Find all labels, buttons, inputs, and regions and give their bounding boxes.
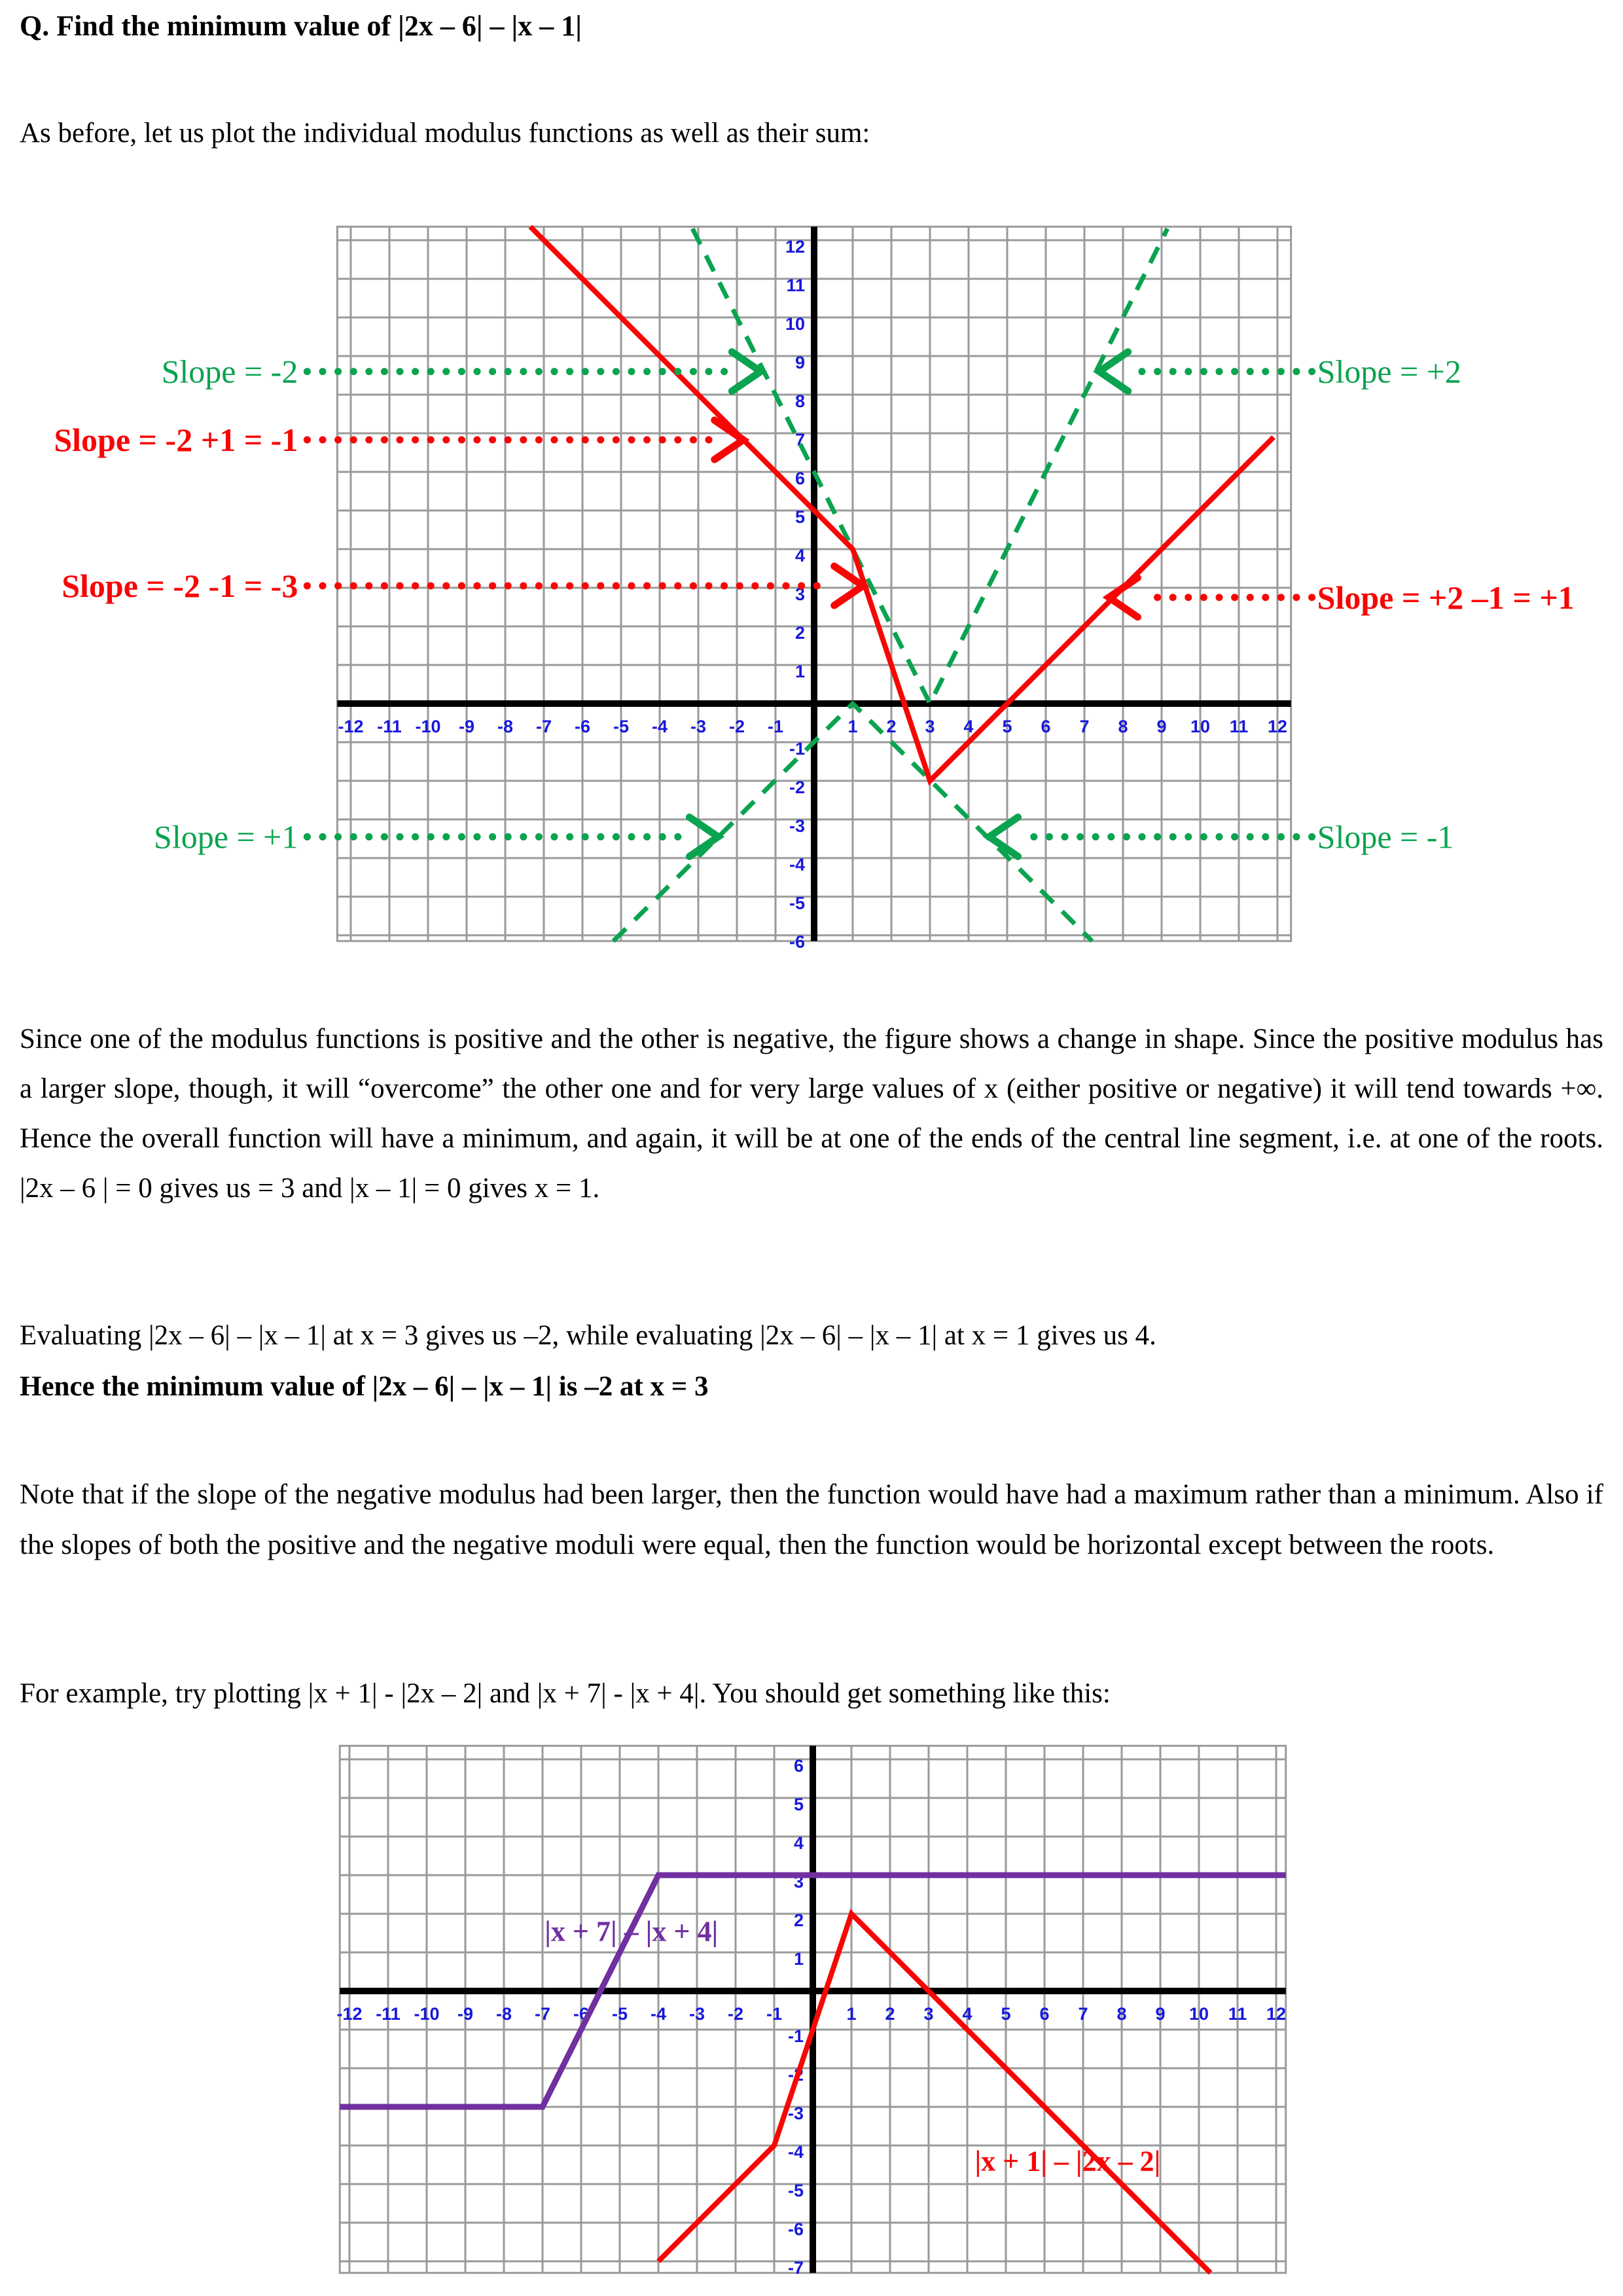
x-tick-label: 12 bbox=[1266, 2004, 1287, 2024]
x-tick-label: 11 bbox=[1228, 2004, 1247, 2024]
x-tick-label: 8 bbox=[1118, 717, 1128, 736]
y-tick-label: -3 bbox=[787, 2104, 804, 2123]
curve-label-0: |x + 7| – |x + 4| bbox=[544, 1915, 719, 1948]
slope-label: Slope = -2 bbox=[161, 353, 298, 390]
y-tick-label: -1 bbox=[789, 739, 805, 759]
x-tick-label: 6 bbox=[1039, 2004, 1050, 2024]
y-tick-label: -4 bbox=[789, 855, 805, 874]
slope-annotation-4 bbox=[1099, 352, 1461, 391]
slope-label: Slope = +2 –1 = +1 bbox=[1317, 579, 1575, 616]
slope-label: Slope = -2 -1 = -3 bbox=[62, 567, 298, 605]
y-tick-label: 1 bbox=[794, 662, 805, 681]
y-tick-label: 6 bbox=[794, 469, 805, 488]
y-tick-label: -7 bbox=[787, 2258, 804, 2278]
y-tick-label: -2 bbox=[787, 2065, 804, 2085]
x-tick-label: -7 bbox=[535, 717, 552, 736]
y-tick-label: -3 bbox=[789, 816, 805, 836]
y-tick-label: 5 bbox=[793, 1795, 804, 1814]
x-tick-label: -12 bbox=[336, 2004, 363, 2024]
y-tick-label: -5 bbox=[787, 2181, 804, 2200]
x-tick-label: 3 bbox=[925, 717, 935, 736]
x-tick-label: 3 bbox=[923, 2004, 934, 2024]
x-tick-label: 5 bbox=[1001, 2004, 1011, 2024]
x-tick-label: 5 bbox=[1002, 717, 1012, 736]
y-tick-label: 3 bbox=[794, 584, 805, 604]
y-tick-label: -4 bbox=[787, 2142, 804, 2162]
y-tick-label: -2 bbox=[789, 778, 805, 797]
y-tick-label: -6 bbox=[787, 2219, 804, 2239]
y-tick-label: 7 bbox=[794, 430, 805, 450]
y-tick-label: -6 bbox=[789, 932, 805, 952]
x-tick-label: 9 bbox=[1155, 2004, 1166, 2024]
body-paragraph-4: For example, try plotting |x + 1| - |2x – 2| and |x + 7| - |x + 4|. You should get something like this: bbox=[20, 1678, 1111, 1709]
slope-annotation-1 bbox=[54, 420, 743, 459]
y-tick-label: 4 bbox=[793, 1833, 804, 1853]
x-tick-label: -1 bbox=[767, 717, 784, 736]
figure-modulus-sum-chart bbox=[0, 216, 1623, 969]
conclusion-text: Hence the minimum value of |2x – 6| – |x – 1| is –2 at x = 3 bbox=[20, 1371, 709, 1402]
x-tick-label: 1 bbox=[847, 717, 858, 736]
y-tick-label: 3 bbox=[793, 1872, 804, 1892]
body-paragraph-2 bbox=[20, 1310, 1603, 1412]
x-tick-label: 6 bbox=[1041, 717, 1051, 736]
x-tick-label: -3 bbox=[690, 717, 707, 736]
x-tick-label: -8 bbox=[497, 717, 514, 736]
slope-annotation-6 bbox=[990, 817, 1454, 857]
x-tick-label: 1 bbox=[846, 2004, 857, 2024]
slope-label: Slope = +2 bbox=[1317, 353, 1461, 390]
y-tick-label: 4 bbox=[794, 546, 805, 565]
y-tick-label: 12 bbox=[785, 237, 805, 257]
x-tick-label: -4 bbox=[651, 717, 668, 736]
x-tick-label: 11 bbox=[1229, 717, 1249, 736]
x-tick-label: -3 bbox=[688, 2004, 705, 2024]
y-tick-label: -1 bbox=[787, 2026, 804, 2046]
body-paragraph-1: Since one of the modulus functions is positive and the other is negative, the figure shows a change in shape. Since the positive modulus has a larger slope, though, it will “overcome” the other one and for very large values of x (either positive or negative) it will tend towards +∞. Hence the overall function will have a minimum, and again, it will be at one of the ends of the central line segment, i.e. at one of the roots. |2x – 6 | = 0 gives us = 3 and |x – 1| = 0 gives x = 1. bbox=[20, 1024, 1603, 1204]
slope-label: Slope = -2 +1 = -1 bbox=[54, 422, 298, 459]
slope-label: Slope = -1 bbox=[1317, 818, 1454, 855]
slope-annotation-2 bbox=[62, 566, 863, 605]
y-tick-label: 9 bbox=[794, 353, 805, 372]
x-tick-label: -5 bbox=[611, 2004, 628, 2024]
x-tick-label: 7 bbox=[1079, 717, 1090, 736]
x-tick-label: 4 bbox=[963, 717, 974, 736]
y-tick-label: 5 bbox=[794, 507, 805, 527]
x-tick-label: -11 bbox=[376, 2004, 401, 2024]
x-tick-label: -7 bbox=[534, 2004, 551, 2024]
evaluation-text: Evaluating |2x – 6| – |x – 1| at x = 3 gives us –2, while evaluating |2x – 6| – |x – 1| at x = 1 gives us 4. bbox=[20, 1320, 1156, 1351]
x-tick-label: -4 bbox=[650, 2004, 667, 2024]
intro-paragraph: As before, let us plot the individual modulus functions as well as their sum: bbox=[20, 118, 870, 149]
y-tick-label: 2 bbox=[794, 623, 805, 643]
x-tick-label: 9 bbox=[1156, 717, 1167, 736]
y-tick-label: 11 bbox=[786, 276, 805, 295]
page-title: Q. Find the minimum value of |2x – 6| – |x – 1| bbox=[20, 10, 582, 42]
y-tick-label: 8 bbox=[794, 391, 805, 411]
x-tick-label: -9 bbox=[457, 2004, 474, 2024]
arrowhead-chevron-icon bbox=[689, 817, 718, 857]
y-tick-label: 10 bbox=[785, 314, 805, 334]
x-tick-label: -5 bbox=[613, 717, 630, 736]
y-tick-label: 2 bbox=[793, 1910, 804, 1930]
x-tick-label: -11 bbox=[377, 717, 402, 736]
x-tick-label: -12 bbox=[338, 717, 364, 736]
x-tick-label: 7 bbox=[1078, 2004, 1088, 2024]
x-tick-label: 10 bbox=[1188, 2004, 1209, 2024]
x-tick-label: -2 bbox=[727, 2004, 744, 2024]
series-line-1 bbox=[658, 1914, 1211, 2273]
slope-annotation-3 bbox=[154, 817, 718, 857]
arrowhead-chevron-icon bbox=[715, 420, 743, 459]
x-tick-label: -2 bbox=[728, 717, 745, 736]
x-tick-label: -10 bbox=[415, 717, 441, 736]
x-tick-label: 2 bbox=[885, 2004, 895, 2024]
x-tick-label: 10 bbox=[1190, 717, 1211, 736]
slope-label: Slope = +1 bbox=[154, 818, 298, 855]
slope-annotation-5 bbox=[1109, 578, 1574, 617]
x-tick-label: -9 bbox=[458, 717, 475, 736]
body-paragraph-3: Note that if the slope of the negative modulus had been larger, then the function would have had a maximum rather than a minimum. Also if the slopes of both the positive and the negative moduli were equal, then the function would be horizontal except between the roots. bbox=[20, 1479, 1603, 1560]
x-tick-label: -10 bbox=[414, 2004, 440, 2024]
x-tick-label: -8 bbox=[495, 2004, 512, 2024]
x-tick-label: 2 bbox=[886, 717, 897, 736]
y-tick-label: 6 bbox=[793, 1756, 804, 1776]
x-tick-label: 4 bbox=[962, 2004, 972, 2024]
x-tick-label: 12 bbox=[1267, 717, 1288, 736]
slope-annotation-0 bbox=[162, 352, 761, 391]
y-tick-label: 1 bbox=[793, 1949, 804, 1969]
x-tick-label: -1 bbox=[766, 2004, 783, 2024]
x-tick-label: -6 bbox=[574, 717, 591, 736]
x-tick-label: 8 bbox=[1116, 2004, 1127, 2024]
figure-example-chart bbox=[0, 1728, 1623, 2296]
arrowhead-chevron-icon bbox=[990, 817, 1018, 857]
x-tick-label: -6 bbox=[573, 2004, 590, 2024]
curve-label-1: |x + 1| – |2x – 2| bbox=[974, 2145, 1161, 2178]
y-tick-label: -5 bbox=[789, 893, 805, 913]
